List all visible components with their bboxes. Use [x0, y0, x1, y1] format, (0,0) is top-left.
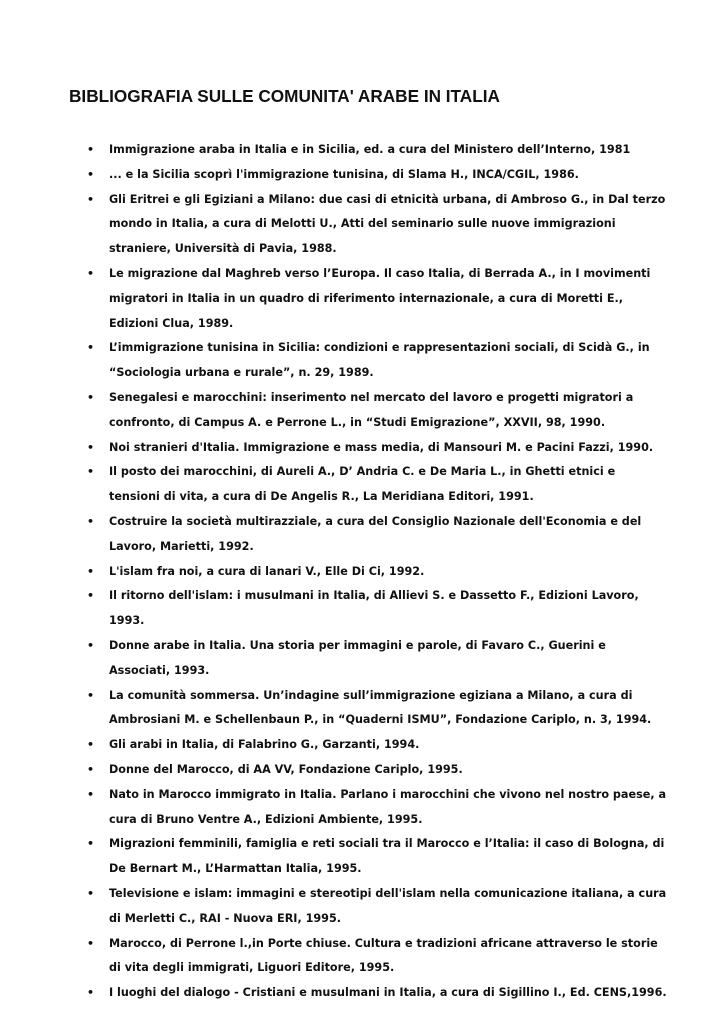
- bullet-icon: •: [87, 167, 95, 181]
- bibliography-entry-text: Televisione e islam: immagini e stereotipi dell'islam nella comunicazione italiana, a cura di Merletti C., RAI - Nuova ERI, 1995.: [109, 886, 667, 925]
- bibliography-entry: [0, 783, 669, 833]
- bibliography-entry-text: Gli Eritrei e gli Egiziani a Milano: due casi di etnicità urbana, di Ambroso G., in Dal terzo mondo in Italia, a cura di Melotti U., Atti del seminario sulle nuove immigrazioni straniere, Università di Pavia, 1988.: [109, 192, 666, 256]
- bibliography-entry-text: Noi stranieri d'Italia. Immigrazione e mass media, di Mansouri M. e Pacini Fazzi, 1990.: [109, 440, 654, 454]
- bibliography-entry: [0, 510, 669, 560]
- bullet-icon: •: [87, 266, 95, 280]
- bullet-icon: •: [87, 390, 95, 404]
- bibliography-entry: [0, 832, 669, 882]
- page-title: BIBLIOGRAFIA SULLE COMUNITA' ARABE IN ITALIA: [69, 86, 500, 106]
- bullet-icon: •: [87, 589, 95, 603]
- bullet-icon: •: [87, 762, 95, 776]
- bibliography-entry-text: Il ritorno dell'islam: i musulmani in Italia, di Allievi S. e Dassetto F., Edizioni Lavoro, 1993.: [109, 589, 639, 628]
- bibliography-entry: [0, 188, 669, 262]
- bibliography-entry: [0, 163, 669, 188]
- bibliography-entry-text: I luoghi del dialogo - Cristiani e musulmani in Italia, a cura di Sigillino I., Ed. CENS,1996.: [109, 986, 667, 1000]
- bibliography-entry: [0, 882, 669, 932]
- bullet-icon: •: [87, 514, 95, 528]
- bibliography-entry: [0, 932, 669, 982]
- bullet-icon: •: [87, 465, 95, 479]
- bibliography-entry-text: L’immigrazione tunisina in Sicilia: condizioni e rappresentazioni sociali, di Scidà G., in “Sociologia urbana e rurale”, n. 29, 1989.: [109, 341, 650, 380]
- bullet-icon: •: [87, 986, 95, 1000]
- bullet-icon: •: [87, 341, 95, 355]
- bibliography-entry: [0, 981, 669, 1006]
- bibliography-entry: [0, 460, 669, 510]
- bibliography-entry: [0, 758, 669, 783]
- bibliography-entry: [0, 634, 669, 684]
- bullet-icon: •: [87, 886, 95, 900]
- bullet-icon: •: [87, 787, 95, 801]
- bullet-icon: •: [87, 738, 95, 752]
- bullet-icon: •: [87, 440, 95, 454]
- bibliography-entry-text: Immigrazione araba in Italia e in Sicilia, ed. a cura del Ministero dell’Interno, 1981: [109, 143, 631, 156]
- bullet-icon: •: [87, 688, 95, 702]
- bullet-icon: •: [87, 837, 95, 851]
- bibliography-entry: [0, 560, 669, 585]
- bibliography-entry-text: Costruire la società multirazziale, a cura del Consiglio Nazionale dell'Economia e del Lavoro, Marietti, 1992.: [109, 514, 642, 553]
- bibliography-entry: [0, 684, 669, 734]
- bullet-icon: •: [87, 564, 95, 578]
- bibliography-entry-text: Donne del Marocco, di AA VV, Fondazione Cariplo, 1995.: [109, 762, 463, 776]
- bibliography-entry-text: La comunità sommersa. Un’indagine sull’immigrazione egiziana a Milano, a cura di Ambrosiani M. e Schellenbaun P., in “Quaderni ISMU”, Fondazione Cariplo, n. 3, 1994.: [109, 688, 652, 727]
- bullet-icon: •: [87, 936, 95, 950]
- bibliography-entry-text: Il posto dei marocchini, di Aureli A., D’ Andria C. e De Maria L., in Ghetti etnici e tensioni di vita, a cura di De Angelis R., La Meridiana Editori, 1991.: [109, 465, 616, 504]
- bibliography-entry: [0, 733, 669, 758]
- bibliography-entry: [0, 262, 669, 336]
- bullet-icon: •: [87, 192, 95, 206]
- bibliography-entry: [0, 336, 669, 386]
- bibliography-entry-text: ... e la Sicilia scoprì l'immigrazione tunisina, di Slama H., INCA/CGIL, 1986.: [109, 167, 579, 181]
- bibliography-entry-text: Donne arabe in Italia. Una storia per immagini e parole, di Favaro C., Guerini e Associati, 1993.: [109, 638, 606, 677]
- bibliography-entry-text: L'islam fra noi, a cura di lanari V., Elle Di Ci, 1992.: [109, 564, 425, 578]
- bibliography-list: [0, 138, 725, 1006]
- bibliography-entry-text: Gli arabi in Italia, di Falabrino G., Garzanti, 1994.: [109, 738, 420, 752]
- bibliography-entry-text: Senegalesi e marocchini: inserimento nel mercato del lavoro e progetti migratori a confronto, di Campus A. e Perrone L., in “Studi Emigrazione”, XXVII, 98, 1990.: [109, 390, 634, 429]
- bibliography-entry: [0, 436, 669, 461]
- bibliography-entry: [0, 138, 669, 163]
- bibliography-entry-text: Nato in Marocco immigrato in Italia. Parlano i marocchini che vivono nel nostro paese, a cura di Bruno Ventre A., Edizioni Ambiente, 1995.: [109, 787, 667, 826]
- bullet-icon: •: [87, 638, 95, 652]
- bibliography-entry: [0, 584, 669, 634]
- bibliography-entry-text: Migrazioni femminili, famiglia e reti sociali tra il Marocco e l’Italia: il caso di Bologna, di De Bernart M., L’Harmattan Italia, 1995.: [109, 837, 665, 876]
- bibliography-entry: [0, 386, 669, 436]
- bibliography-entry-text: Le migrazione dal Maghreb verso l’Europa. Il caso Italia, di Berrada A., in I movimenti migratori in Italia in un quadro di riferimento internazionale, a cura di Moretti E., Edizioni Clua, 1989.: [109, 266, 651, 330]
- bibliography-entry-text: Marocco, di Perrone l.,in Porte chiuse. Cultura e tradizioni africane attraverso le storie di vita degli immigrati, Liguori Editore, 1995.: [109, 936, 658, 975]
- bullet-icon: •: [87, 143, 95, 156]
